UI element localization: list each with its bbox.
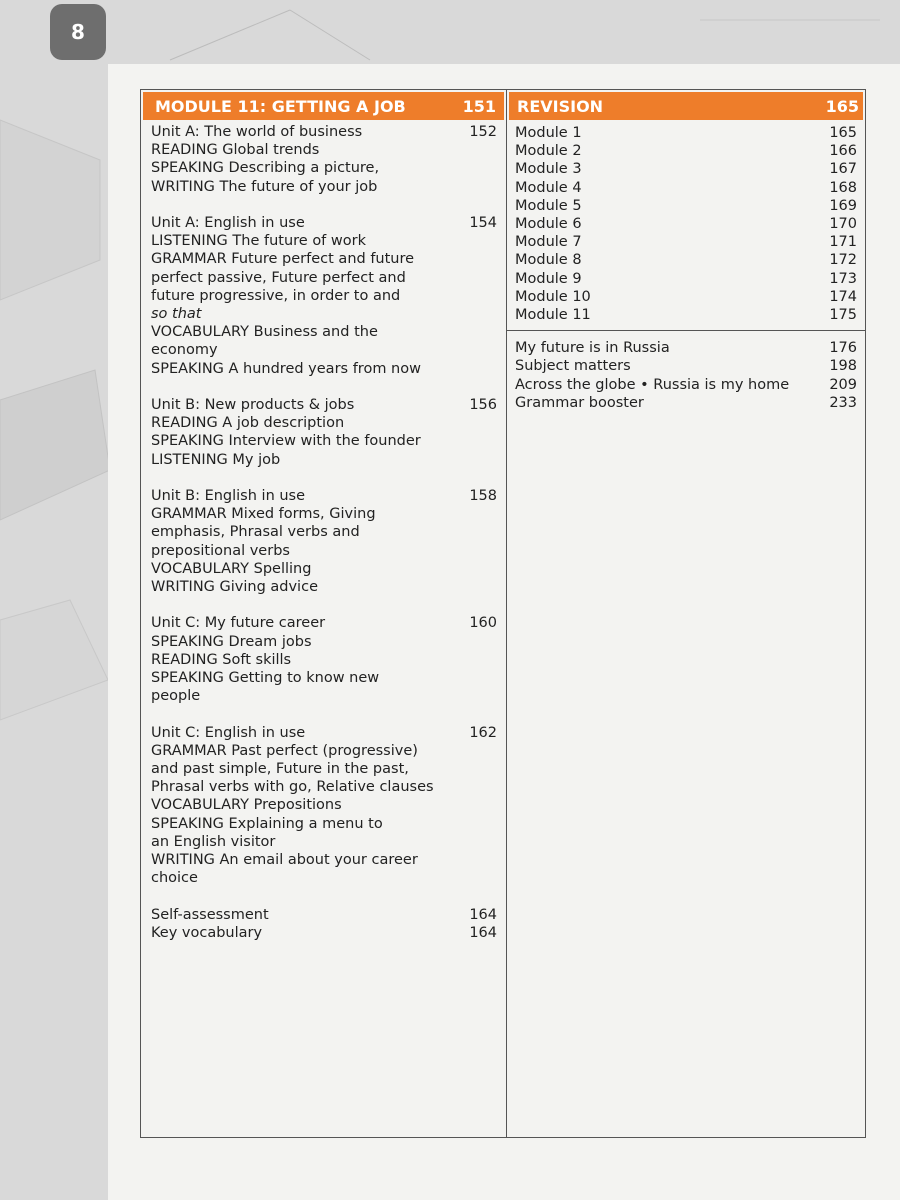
toc-entry [151, 906, 506, 942]
entry-line: Key vocabulary [151, 924, 263, 941]
revision-page: 165 [825, 96, 859, 116]
entry-line: Unit A: English in use [151, 215, 305, 231]
toc-entry [151, 123, 506, 196]
list-item [515, 288, 857, 306]
entry-line: so that [151, 306, 202, 323]
entry-page: 154 [469, 215, 497, 231]
entry-line: READING Global trends [151, 142, 320, 159]
item-page: 233 [829, 394, 857, 411]
entry-line: Phrasal verbs with go, Relative clauses [151, 779, 434, 796]
entry-line: VOCABULARY Prepositions [151, 797, 342, 814]
entry-line: VOCABULARY Business and the [151, 324, 378, 341]
list-item [515, 394, 857, 412]
entry-line: SPEAKING Interview with the founder [151, 433, 421, 450]
entry-page: 164 [469, 924, 497, 941]
module-list [515, 124, 857, 330]
list-item [515, 270, 857, 288]
entry-line: LISTENING My job [151, 451, 281, 468]
item-label: Module 10 [515, 288, 591, 305]
item-label: Module 1 [515, 125, 582, 141]
item-label: Module 7 [515, 234, 582, 251]
entry-line: READING A job description [151, 415, 345, 432]
entry-line: Unit B: New products & jobs [151, 397, 355, 414]
entry-line: SPEAKING A hundred years from now [151, 360, 421, 377]
entry-page: 160 [469, 615, 497, 632]
item-label: Module 3 [515, 161, 582, 178]
item-page: 167 [829, 161, 857, 178]
entry-line: WRITING An email about your career [151, 852, 418, 869]
list-item [515, 160, 857, 178]
item-label: Module 2 [515, 143, 582, 160]
entry-line: SPEAKING Describing a picture, [151, 160, 380, 177]
entry-line: VOCABULARY Spelling [151, 560, 312, 577]
entry-line: READING Soft skills [151, 651, 292, 668]
entry-line: and past simple, Future in the past, [151, 761, 409, 778]
toc-entry [151, 396, 506, 469]
toc-entry [151, 487, 506, 596]
entry-line: prepositional verbs [151, 542, 290, 559]
list-item [515, 215, 857, 233]
item-page: 176 [829, 340, 857, 357]
item-page: 172 [829, 252, 857, 269]
entry-line: choice [151, 870, 198, 887]
item-label: Module 6 [515, 216, 582, 233]
list-item [515, 197, 857, 215]
entry-line: Self-assessment [151, 906, 269, 923]
entry-page: 152 [469, 124, 497, 140]
section-divider [507, 330, 865, 331]
item-page: 165 [829, 125, 857, 141]
item-page: 174 [829, 288, 857, 305]
revision-list [507, 120, 865, 412]
item-page: 168 [829, 179, 857, 196]
entry-line: perfect passive, Future perfect and [151, 269, 406, 286]
list-item [515, 179, 857, 197]
list-item [515, 357, 857, 375]
list-item [515, 339, 857, 357]
item-label: Across the globe • Russia is my home [515, 376, 790, 393]
entry-line: an English visitor [151, 833, 276, 850]
entry-page: 156 [469, 397, 497, 414]
entry-line: future progressive, in order to and [151, 287, 401, 304]
item-page: 209 [829, 376, 857, 393]
entry-page: 162 [469, 724, 497, 741]
entry-line: people [151, 688, 201, 705]
item-label: Module 11 [515, 307, 591, 324]
list-item [515, 376, 857, 394]
entry-line: WRITING Giving advice [151, 579, 318, 596]
entry-line: SPEAKING Explaining a menu to [151, 815, 383, 832]
list-item [515, 233, 857, 251]
entry-line: Unit C: English in use [151, 724, 306, 741]
revision-title: REVISION [517, 96, 604, 116]
module-header [143, 92, 504, 120]
item-page: 173 [829, 270, 857, 287]
item-label: Grammar booster [515, 394, 644, 411]
entry-line: LISTENING The future of work [151, 233, 366, 250]
list-item [515, 251, 857, 269]
item-label: Module 8 [515, 252, 582, 269]
entry-line: economy [151, 342, 218, 359]
list-item [515, 142, 857, 160]
item-page: 171 [829, 234, 857, 251]
entry-line: SPEAKING Dream jobs [151, 633, 312, 650]
entry-page: 158 [469, 488, 497, 505]
entry-line: emphasis, Phrasal verbs and [151, 524, 360, 541]
extras-list [515, 339, 857, 412]
toc-entry [151, 214, 506, 378]
page-number-badge [50, 4, 106, 60]
module-title: MODULE 11: GETTING A JOB [155, 96, 406, 116]
item-label: Module 5 [515, 197, 582, 214]
entry-line: GRAMMAR Past perfect (progressive) [151, 742, 418, 759]
entry-line: GRAMMAR Future perfect and future [151, 251, 415, 268]
module-page: 151 [462, 96, 496, 116]
revision-column [507, 90, 865, 1137]
item-page: 175 [829, 307, 857, 324]
table-of-contents [140, 89, 866, 1138]
entry-line: Unit A: The world of business [151, 124, 363, 140]
toc-entry [151, 724, 506, 888]
item-label: Module 9 [515, 270, 582, 287]
module-11-column [141, 90, 507, 1137]
item-label: Subject matters [515, 358, 631, 375]
entry-line: WRITING The future of your job [151, 178, 378, 195]
item-page: 170 [829, 216, 857, 233]
page-number: 8 [71, 20, 85, 44]
entry-line: Unit B: English in use [151, 488, 306, 505]
item-page: 169 [829, 197, 857, 214]
toc-entry [151, 614, 506, 705]
entry-page: 164 [469, 906, 497, 923]
list-item [515, 306, 857, 324]
item-page: 198 [829, 358, 857, 375]
item-label: Module 4 [515, 179, 582, 196]
unit-list [141, 120, 506, 942]
entry-line: GRAMMAR Mixed forms, Giving [151, 506, 376, 523]
revision-header [509, 92, 863, 120]
entry-line: Unit C: My future career [151, 615, 326, 632]
item-label: My future is in Russia [515, 340, 670, 357]
list-item [515, 124, 857, 142]
entry-line: SPEAKING Getting to know new [151, 670, 380, 687]
item-page: 166 [829, 143, 857, 160]
